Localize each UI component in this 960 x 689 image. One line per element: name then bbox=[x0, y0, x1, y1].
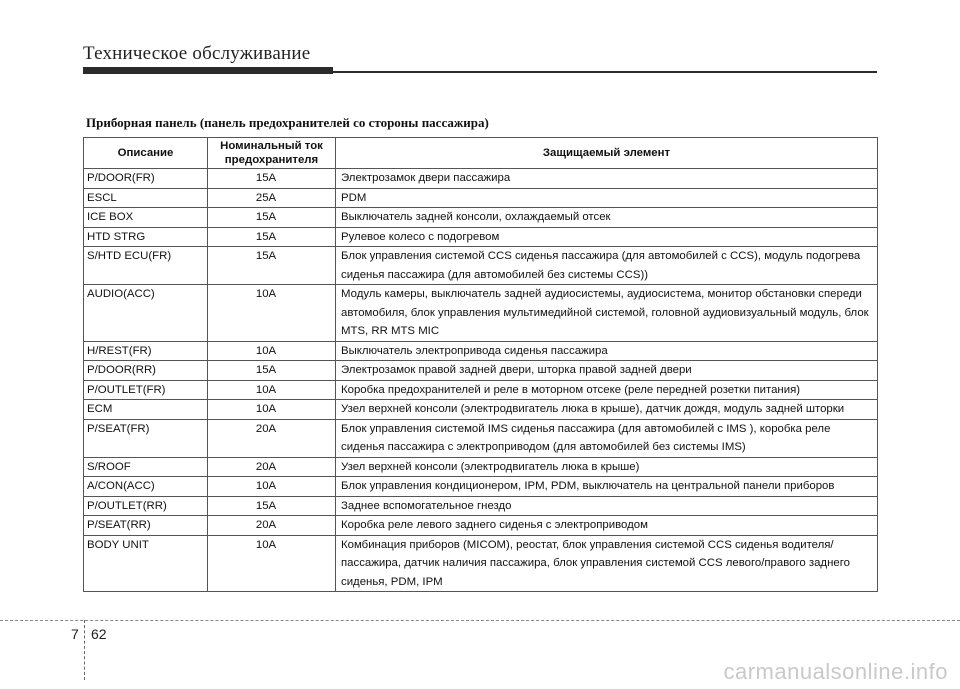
section-title: Приборная панель (панель предохранителей со стороны пассажира) bbox=[86, 115, 489, 130]
fuse-name-cell: AUDIO(ACC) bbox=[84, 285, 208, 342]
fuse-name-cell: A/CON(ACC) bbox=[84, 477, 208, 497]
table-row bbox=[84, 361, 878, 381]
table-row bbox=[84, 208, 878, 228]
fuse-name-cell: P/DOOR(RR) bbox=[84, 361, 208, 381]
watermark: carmanualsonline.info bbox=[723, 659, 948, 684]
table-row bbox=[84, 285, 878, 342]
protected-element-cell: Узел верхней консоли (электродвигатель люка в крыше) bbox=[336, 457, 878, 477]
fuse-rating-cell: 15A bbox=[208, 208, 336, 228]
table-row bbox=[84, 457, 878, 477]
protected-element-cell: Заднее вспомогательное гнездо bbox=[336, 496, 878, 516]
fuse-name-cell: S/HTD ECU(FR) bbox=[84, 247, 208, 285]
fuse-name-cell: P/DOOR(FR) bbox=[84, 169, 208, 189]
fuse-name-cell: ICE BOX bbox=[84, 208, 208, 228]
protected-element-cell: Коробка реле левого заднего сиденья с электроприводом bbox=[336, 516, 878, 536]
protected-element-cell: Блок управления системой CCS сиденья пассажира (для автомобилей с CCS), модуль подогрева сиденья пассажира (для автомобилей без системы CCS)) bbox=[336, 247, 878, 285]
protected-element-cell: Модуль камеры, выключатель задней аудиосистемы, аудиосистема, монитор обстановки спереди автомобиля, блок управления мультимедийной системой, головной аудиовизуальный модуль, блок MTS, RR MTS MIC bbox=[336, 285, 878, 342]
table-row bbox=[84, 496, 878, 516]
protected-element-cell: Узел верхней консоли (электродвигатель люка в крыше), датчик дождя, модуль задней шторки bbox=[336, 400, 878, 420]
table-row bbox=[84, 535, 878, 592]
header-rating: Номинальный ток предохранителя bbox=[208, 138, 336, 169]
fuse-name-cell: HTD STRG bbox=[84, 227, 208, 247]
header-protected: Защищаемый элемент bbox=[336, 138, 878, 169]
protected-element-cell: Коробка предохранителей и реле в моторном отсеке (реле передней розетки питания) bbox=[336, 380, 878, 400]
protected-element-cell: Выключатель электропривода сиденья пассажира bbox=[336, 341, 878, 361]
fuse-rating-cell: 20A bbox=[208, 419, 336, 457]
table-row bbox=[84, 419, 878, 457]
fuse-name-cell: S/ROOF bbox=[84, 457, 208, 477]
fuse-rating-cell: 10A bbox=[208, 341, 336, 361]
footer-separator bbox=[84, 620, 85, 680]
fuse-table bbox=[83, 137, 878, 592]
fuse-rating-cell: 10A bbox=[208, 380, 336, 400]
fuse-name-cell: P/OUTLET(RR) bbox=[84, 496, 208, 516]
table-row bbox=[84, 516, 878, 536]
fuse-name-cell: P/SEAT(FR) bbox=[84, 419, 208, 457]
fuse-rating-cell: 15A bbox=[208, 247, 336, 285]
table-row bbox=[84, 247, 878, 285]
header-description: Описание bbox=[84, 138, 208, 169]
fuse-rating-cell: 10A bbox=[208, 285, 336, 342]
protected-element-cell: Электрозамок двери пассажира bbox=[336, 169, 878, 189]
protected-element-cell: PDM bbox=[336, 188, 878, 208]
fuse-name-cell: ECM bbox=[84, 400, 208, 420]
fuse-name-cell: BODY UNIT bbox=[84, 535, 208, 592]
protected-element-cell: Блок управления кондиционером, IPM, PDM, выключатель на центральной панели приборов bbox=[336, 477, 878, 497]
fuse-name-cell: P/SEAT(RR) bbox=[84, 516, 208, 536]
fuse-rating-cell: 15A bbox=[208, 227, 336, 247]
fuse-rating-cell: 10A bbox=[208, 477, 336, 497]
table-row bbox=[84, 227, 878, 247]
fuse-name-cell: ESCL bbox=[84, 188, 208, 208]
fuse-rating-cell: 25A bbox=[208, 188, 336, 208]
table-row bbox=[84, 380, 878, 400]
protected-element-cell: Комбинация приборов (MICOM), реостат, блок управления системой CCS сиденья водителя/пассажира, датчик наличия пассажира, блок управления системой CCS левого/правого заднего сиденья, PDM, IPM bbox=[336, 535, 878, 592]
fuse-rating-cell: 10A bbox=[208, 400, 336, 420]
chapter-title: Техническое обслуживание bbox=[83, 43, 311, 64]
table-header-row bbox=[84, 138, 878, 169]
table-row bbox=[84, 341, 878, 361]
table-row bbox=[84, 169, 878, 189]
chapter-number: 7 bbox=[71, 626, 79, 642]
fuse-rating-cell: 15A bbox=[208, 169, 336, 189]
table-row bbox=[84, 477, 878, 497]
fuse-rating-cell: 20A bbox=[208, 516, 336, 536]
table-row bbox=[84, 400, 878, 420]
fuse-rating-cell: 20A bbox=[208, 457, 336, 477]
header-rule bbox=[333, 71, 877, 73]
protected-element-cell: Блок управления системой IMS сиденья пассажира (для автомобилей с IMS ), коробка реле сиденья пассажира с электроприводом (для автомобилей без системы IMS) bbox=[336, 419, 878, 457]
protected-element-cell: Рулевое колесо с подогревом bbox=[336, 227, 878, 247]
footer-divider bbox=[0, 620, 960, 621]
protected-element-cell: Электрозамок правой задней двери, шторка правой задней двери bbox=[336, 361, 878, 381]
fuse-name-cell: H/REST(FR) bbox=[84, 341, 208, 361]
protected-element-cell: Выключатель задней консоли, охлаждаемый отсек bbox=[336, 208, 878, 228]
fuse-rating-cell: 15A bbox=[208, 361, 336, 381]
fuse-name-cell: P/OUTLET(FR) bbox=[84, 380, 208, 400]
table-row bbox=[84, 188, 878, 208]
page-number: 62 bbox=[91, 626, 107, 642]
header-bar bbox=[83, 67, 333, 74]
fuse-rating-cell: 10A bbox=[208, 535, 336, 592]
fuse-rating-cell: 15A bbox=[208, 496, 336, 516]
